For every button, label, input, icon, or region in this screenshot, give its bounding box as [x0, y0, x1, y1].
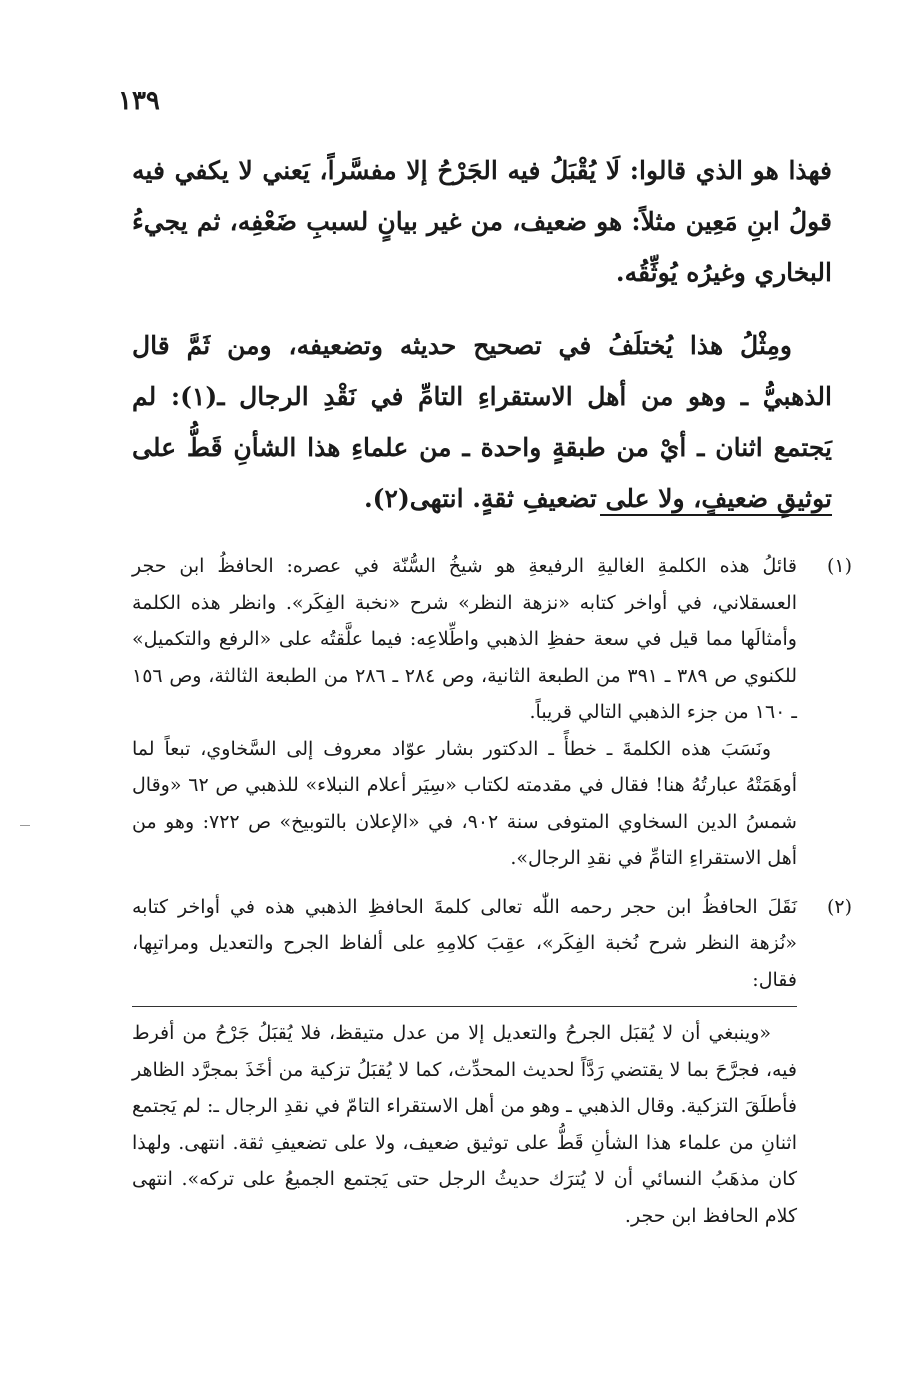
- main-paragraph-1: فهذا هو الذي قالوا: لَا يُقْبَلُ فيه الجَرْحُ إلا مفسَّراً، يَعني لا يكفي فيه قولُ ابنِ مَعِين مثلاً: هو ضعيف، من غير بيانٍ لسببِ ضَعْفِه، ثم يجيءُ البخاري وغيرُه يُوثِّقُه.: [132, 156, 832, 287]
- footnote-1: [132, 548, 852, 877]
- page-number: ١٣٩: [118, 86, 160, 116]
- margin-scan-mark: [20, 825, 30, 826]
- footnote-separator: [600, 514, 832, 516]
- footnote-2: [132, 889, 852, 1235]
- footnote-2-marker: (٢): [826, 895, 852, 918]
- footnote-2-quote: «وينبغي أن لا يُقبَل الجرحُ والتعديل إلا من عدل متيقظ، فلا يُقبَلُ جَرْحُ من أفرط فيه، فجرَّحَ بما لا يقتضي رَدَّاً لحديث المحدِّث، كما لا يُقبَلُ تزكية من أخَذَ بمجرَّد الظاهر فأطلَقَ التزكية. وقال الذهبي ـ وهو من أهل الاستقراء التامّ في نقدِ الرجال ـ: لم يَجتمع اثنانِ من علماء هذا الشأنِ قَطُّ على توثيق ضعيف، ولا على تضعيفِ ثقة. انتهى. ولهذا كان مذهَبُ النسائي أن لا يُترَك حديثُ الرجل حتى يَجتمع الجميعُ على تركه». انتهى كلام الحافظ ابن حجر.: [132, 1022, 797, 1227]
- footnote-1-paragraph-2: ونَسَبَ هذه الكلمةَ ـ خطأً ـ الدكتور بشار عوّاد معروف إلى السَّخاوي، تبعاً لما أوهَمَتْهُ عبارتُهُ هنا! فقال في مقدمته لكتاب «سِيَر أعلام النبلاء» للذهبي ص ٦٢ «وقال شمسُ الدين السخاوي المتوفى سنة ٩٠٢، في «الإعلان بالتوبيخ» ص ٧٢٢: وهو من أهل الاستقراءِ التامِّ في نقدِ الرجال».: [132, 737, 797, 869]
- footnote-1-paragraph-1: قائلُ هذه الكلمةِ الغاليةِ الرفيعةِ هو شيخُ السُّنّة في عصره: الحافظُ ابن حجر العسقلاني، في أواخر كتابه «نزهة النظر» شرح «نخبة الفِكَر». وانظر هذه الكلمة وأمثالَها مما قيل في سعة حفظِ الذهبي واطِّلاعِه: فيما علَّقتُه على «الرفع والتكميل» للكنوي ص ٣٨٩ ـ ٣٩١ من الطبعة الثانية، وص ٢٨٤ ـ ٢٨٦ من الطبعة الثالثة، وص ١٥٦ ـ ١٦٠ من جزء الذهبي التالي قريباً.: [132, 555, 797, 723]
- footnote-2-body: [132, 889, 797, 1235]
- footnote-1-body: [132, 548, 797, 877]
- footnotes: [132, 548, 852, 1234]
- footnote-1-marker: (١): [826, 555, 852, 577]
- footnote-2-quote-block: [132, 1006, 797, 1234]
- main-text: [132, 145, 832, 546]
- main-paragraph-2: ومِثْلُ هذا يُختلَفُ في تصحيح حديثه وتضعيفه، ومن ثَمَّ قال الذهبيُّ ـ وهو من أهل الاستقراءِ التامِّ في نَقْدِ الرجال ـ(١): لم يَجتمع اثنان ـ أيْ من طبقةٍ واحدة ـ من علماءِ هذا الشأنِ قَطُّ على توثيقِ ضعيفٍ، ولا على تضعيفِ ثقةٍ. انتهى(٢).: [132, 331, 832, 513]
- footnote-2-paragraph-1: نَقَلَ الحافظُ ابن حجر رحمه اللّٰه تعالى كلمةَ الحافظِ الذهبي هذه في أواخر كتابه «نُزهة النظر شرح نُخبة الفِكَر»، عقِبَ كلامِهِ على ألفاظ الجرح والتعديل ومراتبِها، فقال:: [132, 895, 797, 991]
